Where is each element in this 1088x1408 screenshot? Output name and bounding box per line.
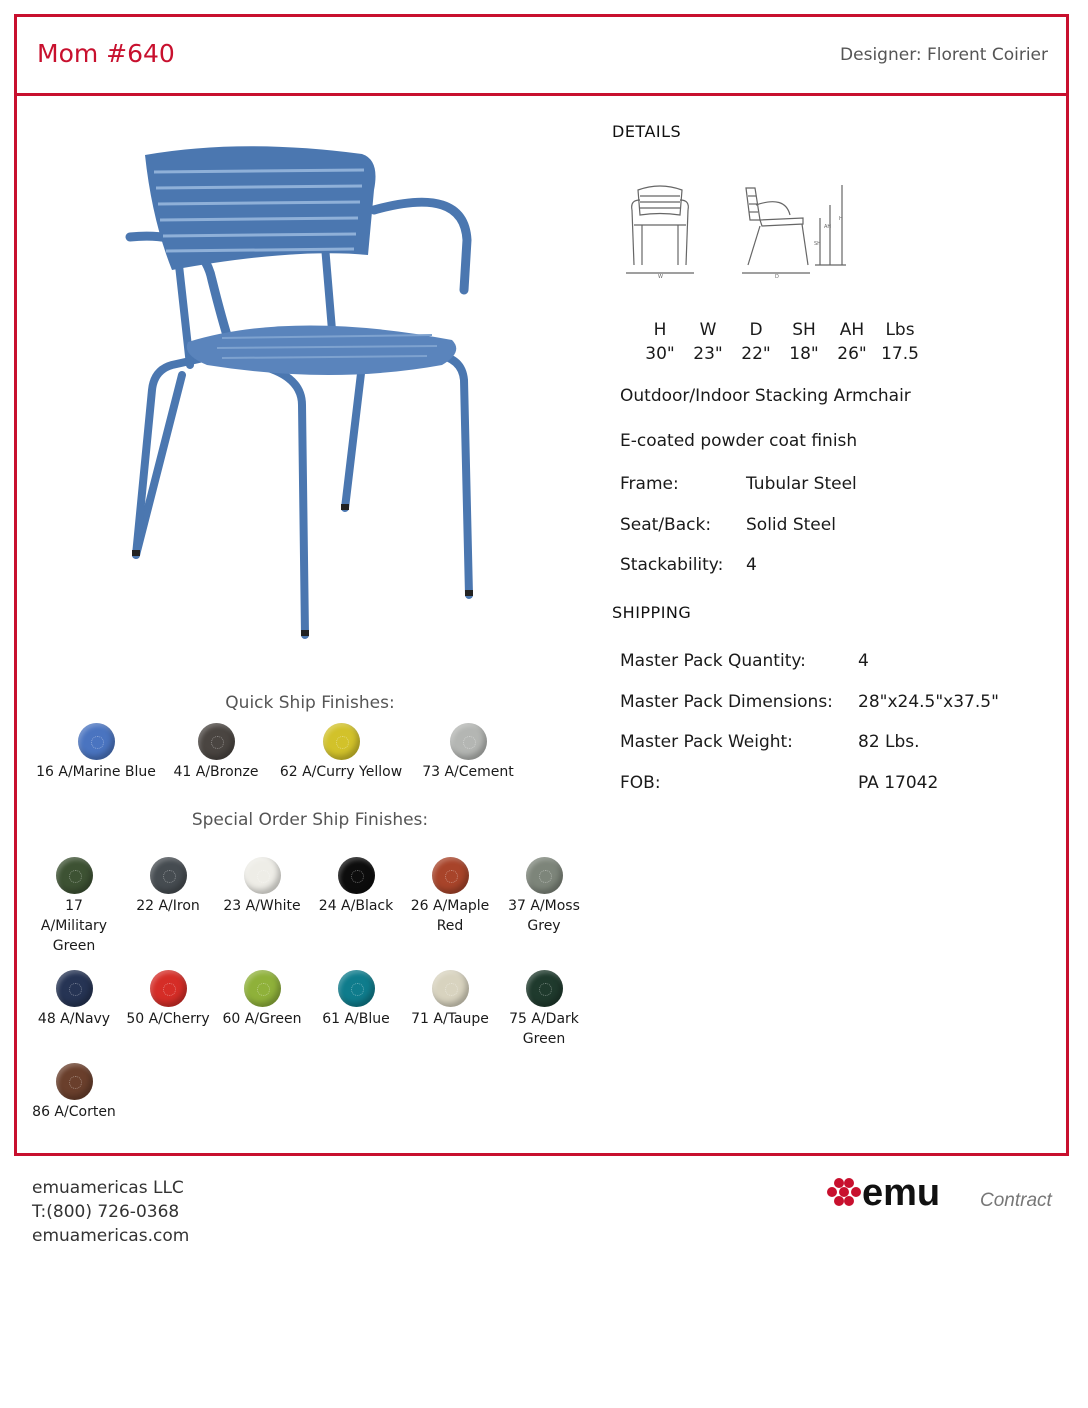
product-description: Outdoor/Indoor Stacking Armchair <box>620 386 911 406</box>
dim-header-h: H <box>653 320 667 340</box>
dimensions-table <box>636 318 924 366</box>
svg-text:SH: SH <box>814 241 821 247</box>
finish-swatch-navy[interactable] <box>30 970 118 1029</box>
svg-text:AH: AH <box>824 224 832 230</box>
ship-weight-value: 82 Lbs. <box>858 732 920 752</box>
dim-value-h: 30" <box>645 344 675 364</box>
ship-dims-value: 28"x24.5"x37.5" <box>858 692 999 712</box>
ship-fob-value: PA 17042 <box>858 773 939 793</box>
company-website[interactable]: emuamericas.com <box>32 1226 190 1246</box>
finish-label: 73 A/Cement <box>422 764 514 780</box>
finish-description: E-coated powder coat finish <box>620 431 858 451</box>
special-order-heading: Special Order Ship Finishes: <box>191 810 429 830</box>
color-dot-maple-red <box>432 857 469 894</box>
ship-qty-key: Master Pack Quantity: <box>620 651 806 671</box>
ship-qty-value: 4 <box>858 651 869 671</box>
svg-text:D: D <box>775 274 779 280</box>
emu-contract-logo <box>822 1170 1067 1215</box>
finish-label: 50 A/Cherry <box>126 1011 210 1027</box>
spec-frame-key: Frame: <box>620 474 679 494</box>
color-dot-white <box>244 857 281 894</box>
finish-swatch-moss-grey[interactable] <box>500 857 588 936</box>
finish-label: 41 A/Bronze <box>173 764 259 780</box>
finish-label: 37 A/Moss Grey <box>508 898 580 934</box>
finish-label: 24 A/Black <box>318 898 394 914</box>
product-title: Mom #640 <box>37 39 175 68</box>
finish-label: 23 A/White <box>223 898 301 914</box>
finish-swatch-iron[interactable] <box>124 857 212 916</box>
color-dot-taupe <box>432 970 469 1007</box>
quick-ship-heading: Quick Ship Finishes: <box>225 693 395 713</box>
spec-stackability-value: 4 <box>746 555 757 575</box>
dimensions-header-row <box>636 318 924 342</box>
shipping-heading: SHIPPING <box>612 603 692 622</box>
dim-header-ah: AH <box>839 320 865 340</box>
finish-label: 17 A/Military Green <box>40 898 108 954</box>
color-dot-corten <box>56 1063 93 1100</box>
color-dot-blue <box>338 970 375 1007</box>
finish-swatch-maple-red[interactable] <box>406 857 494 936</box>
color-dot-marine-blue <box>78 723 115 760</box>
flower-icon <box>827 1178 861 1206</box>
dimension-drawings <box>610 170 860 285</box>
finish-swatch-black[interactable] <box>312 857 400 916</box>
color-dot-green <box>244 970 281 1007</box>
color-dot-cherry <box>150 970 187 1007</box>
finish-swatch-blue[interactable] <box>312 970 400 1029</box>
chair-photo <box>112 130 492 650</box>
color-dot-navy <box>56 970 93 1007</box>
ship-dims-key: Master Pack Dimensions: <box>620 692 833 712</box>
svg-text:H: H <box>839 216 843 222</box>
ship-weight-key: Master Pack Weight: <box>620 732 793 752</box>
dim-header-sh: SH <box>792 320 816 340</box>
dim-value-sh: 18" <box>789 344 819 364</box>
finish-swatch-green[interactable] <box>218 970 306 1029</box>
finish-label: 86 A/Corten <box>32 1104 116 1120</box>
finish-label: 22 A/Iron <box>136 898 200 914</box>
dim-value-w: 23" <box>693 344 723 364</box>
company-name: emuamericas LLC <box>32 1178 184 1198</box>
finish-swatch-military-green[interactable] <box>30 857 118 956</box>
designer-credit: Designer: Florent Coirier <box>840 45 1048 65</box>
spec-frame-value: Tubular Steel <box>746 474 857 494</box>
header-divider <box>17 93 1066 96</box>
finish-label: 60 A/Green <box>222 1011 302 1027</box>
details-heading: DETAILS <box>612 122 682 141</box>
dim-header-lbs: Lbs <box>885 320 915 340</box>
dim-header-d: D <box>749 320 763 340</box>
finish-swatch-dark-green[interactable] <box>500 970 588 1049</box>
spec-seatback-key: Seat/Back: <box>620 515 712 535</box>
color-dot-black <box>338 857 375 894</box>
color-dot-military-green <box>56 857 93 894</box>
finish-label: 71 A/Taupe <box>411 1011 489 1027</box>
finish-swatch-cherry[interactable] <box>124 970 212 1029</box>
color-dot-curry-yellow <box>323 723 360 760</box>
dim-value-d: 22" <box>741 344 771 364</box>
dim-value-lbs: 17.5 <box>881 344 919 364</box>
color-dot-bronze <box>198 723 235 760</box>
ship-fob-key: FOB: <box>620 773 661 793</box>
spec-stackability-key: Stackability: <box>620 555 724 575</box>
finish-swatch-taupe[interactable] <box>406 970 494 1029</box>
dim-value-ah: 26" <box>837 344 867 364</box>
finish-swatch-cement[interactable] <box>412 723 524 782</box>
finish-swatch-white[interactable] <box>218 857 306 916</box>
finish-swatch-bronze[interactable] <box>164 723 268 782</box>
finish-label: 62 A/Curry Yellow <box>279 764 403 780</box>
svg-text:W: W <box>658 274 663 280</box>
finish-label: 26 A/Maple Red <box>410 898 490 934</box>
finish-swatch-corten[interactable] <box>30 1063 118 1122</box>
footer-contact <box>32 1176 189 1248</box>
finish-label: 16 A/Marine Blue <box>36 764 156 780</box>
logo-sub: Contract <box>980 1190 1052 1211</box>
finish-label: 61 A/Blue <box>322 1011 390 1027</box>
finish-swatch-curry-yellow[interactable] <box>272 723 410 782</box>
dim-header-w: W <box>699 320 717 340</box>
finish-swatch-marine-blue[interactable] <box>30 723 162 782</box>
finish-label: 48 A/Navy <box>37 1011 111 1027</box>
company-phone: T:(800) 726-0368 <box>32 1202 180 1222</box>
color-dot-moss-grey <box>526 857 563 894</box>
logo-wordmark: emu <box>862 1172 941 1214</box>
color-dot-cement <box>450 723 487 760</box>
color-dot-dark-green <box>526 970 563 1007</box>
dimensions-value-row <box>636 342 924 366</box>
finish-label: 75 A/Dark Green <box>509 1011 579 1047</box>
spec-seatback-value: Solid Steel <box>746 515 836 535</box>
color-dot-iron <box>150 857 187 894</box>
